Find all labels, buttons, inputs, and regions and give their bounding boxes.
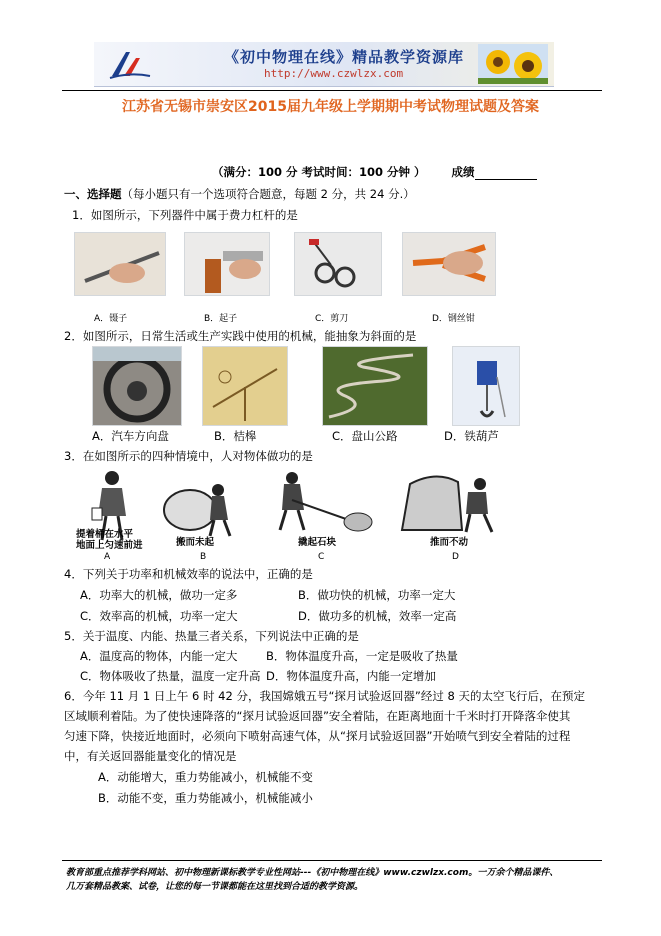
q5-option-d[interactable]: D．物体温度升高，内能一定增加 xyxy=(266,669,436,683)
q3-letter-a[interactable]: A xyxy=(104,552,111,562)
q3-caption-b: 搬而未起 xyxy=(176,537,215,548)
bottle-opener-icon xyxy=(185,233,269,295)
lever-rock-figure-icon xyxy=(262,470,376,536)
scissors-image xyxy=(294,232,382,296)
q2-option-b[interactable]: B．桔槔 xyxy=(214,429,257,443)
steering-wheel-icon xyxy=(93,347,181,425)
q6-line-2: 区域顺利着陆。为了使快速降落的“探月试验返回器”安全着陆，在距离地面十千米时打开降落伞使其 xyxy=(64,709,571,723)
mountain-road-icon xyxy=(323,347,427,425)
q2-option-c[interactable]: C．盘山公路 xyxy=(332,429,398,443)
q4-option-c[interactable]: C．效率高的机械，功率一定大 xyxy=(80,609,238,623)
banner-title: 《初中物理在线》精品教学资源库 xyxy=(224,48,465,66)
q3-caption-a xyxy=(76,529,143,551)
q4-stem: 4．下列关于功率和机械效率的说法中，正确的是 xyxy=(64,567,313,581)
site-logo-icon xyxy=(106,46,154,82)
q6-line-1: 6．今年 11 月 1 日上午 6 时 42 分，我国嫦娥五号“探月试验返回器”经过 8 天的太空飞行后，在预定 xyxy=(64,689,585,703)
well-sweep-icon xyxy=(203,347,287,425)
document-title: 江苏省无锡市崇安区2015届九年级上学期期中考试物理试题及答案 xyxy=(122,99,539,115)
exam-info: （满分：100 分 考试时间：100 分钟 ） xyxy=(212,165,426,179)
pliers-icon xyxy=(403,233,495,295)
section-1-header xyxy=(64,186,415,202)
bottle-opener-image xyxy=(184,232,270,296)
banner-url[interactable]: http://www.czwlzx.com xyxy=(264,67,404,80)
well-sweep-image xyxy=(202,346,288,426)
push-rock-figure-icon xyxy=(396,470,498,534)
q4-option-d[interactable]: D．做功多的机械，效率一定高 xyxy=(298,609,457,623)
q3-stem: 3．在如图所示的四种情境中，人对物体做功的是 xyxy=(64,449,313,463)
q3-caption-d: 推而不动 xyxy=(430,537,469,548)
q3-letter-c[interactable]: C xyxy=(318,552,325,562)
score-label: 成绩 xyxy=(451,165,475,179)
q5-option-c[interactable]: C．物体吸收了热量，温度一定升高 xyxy=(80,669,261,683)
q2-stem: 2．如图所示，日常生活或生产实践中使用的机械，能抽象为斜面的是 xyxy=(64,329,417,343)
chain-hoist-image xyxy=(452,346,520,426)
q1-option-c[interactable]: C．剪刀 xyxy=(315,314,349,324)
exam-meta xyxy=(212,164,537,180)
q5-stem: 5．关于温度、内能、热量三者关系，下列说法中正确的是 xyxy=(64,629,359,643)
section-1-label: 一、选择题 xyxy=(64,187,122,201)
tweezers-icon xyxy=(75,233,165,295)
q4-option-b[interactable]: B．做功快的机械，功率一定大 xyxy=(298,588,456,602)
q3-caption-c: 撬起石块 xyxy=(298,537,337,548)
q6-option-b[interactable]: B．动能不变，重力势能减小，机械能减小 xyxy=(98,791,313,805)
tweezers-image xyxy=(74,232,166,296)
q4-option-a[interactable]: A．功率大的机械，做功一定多 xyxy=(80,588,238,602)
chain-hoist-icon xyxy=(453,347,519,425)
q6-line-4: 中，有关返回器能量变化的情况是 xyxy=(64,749,237,763)
q2-option-a[interactable]: A．汽车方向盘 xyxy=(92,429,169,443)
sunflower-icon xyxy=(478,44,548,84)
q3-letter-d[interactable]: D xyxy=(452,552,459,562)
q1-stem: 1．如图所示，下列器件中属于费力杠杆的是 xyxy=(72,208,298,222)
q1-option-a[interactable]: A．镊子 xyxy=(94,314,128,324)
score-blank xyxy=(475,167,537,180)
q3-caption-a-line1: 提着桶在水平 xyxy=(76,529,134,540)
footer-line-2: 几万套精品教案、试卷，让您的每一节课都能在这里找到合适的教学资源。 xyxy=(66,882,364,892)
steering-wheel-image xyxy=(92,346,182,426)
scissors-icon xyxy=(295,233,381,295)
q5-option-b[interactable]: B．物体温度升高，一定是吸收了热量 xyxy=(266,649,458,663)
q3-caption-a-line2: 地面上匀速前进 xyxy=(76,540,143,551)
footer-rule xyxy=(62,860,602,861)
q1-option-d[interactable]: D．钢丝钳 xyxy=(432,314,475,324)
footer-line-1: 教育部重点推荐学科网站、初中物理新课标教学专业性网站---《初中物理在线》www.czwlzx.com。一万余个精品课件、 xyxy=(66,868,559,878)
q6-line-3: 匀速下降，快接近地面时，必须向下喷射高速气体，从“探月试验返回器”开始喷气到安全着陆的过程 xyxy=(64,729,571,743)
section-1-desc: （每小题只有一个选项符合题意，每题 2 分，共 24 分.） xyxy=(121,187,415,201)
banner xyxy=(94,42,554,87)
q1-option-b[interactable]: B．起子 xyxy=(204,314,238,324)
lift-rock-figure-icon xyxy=(162,476,236,538)
pliers-image xyxy=(402,232,496,296)
q6-option-a[interactable]: A．动能增大，重力势能减小，机械能不变 xyxy=(98,770,313,784)
q2-option-d[interactable]: D．铁葫芦 xyxy=(444,429,499,443)
mountain-road-image xyxy=(322,346,428,426)
header-rule xyxy=(62,90,602,91)
q5-option-a[interactable]: A．温度高的物体，内能一定大 xyxy=(80,649,238,663)
q3-letter-b[interactable]: B xyxy=(200,552,207,562)
